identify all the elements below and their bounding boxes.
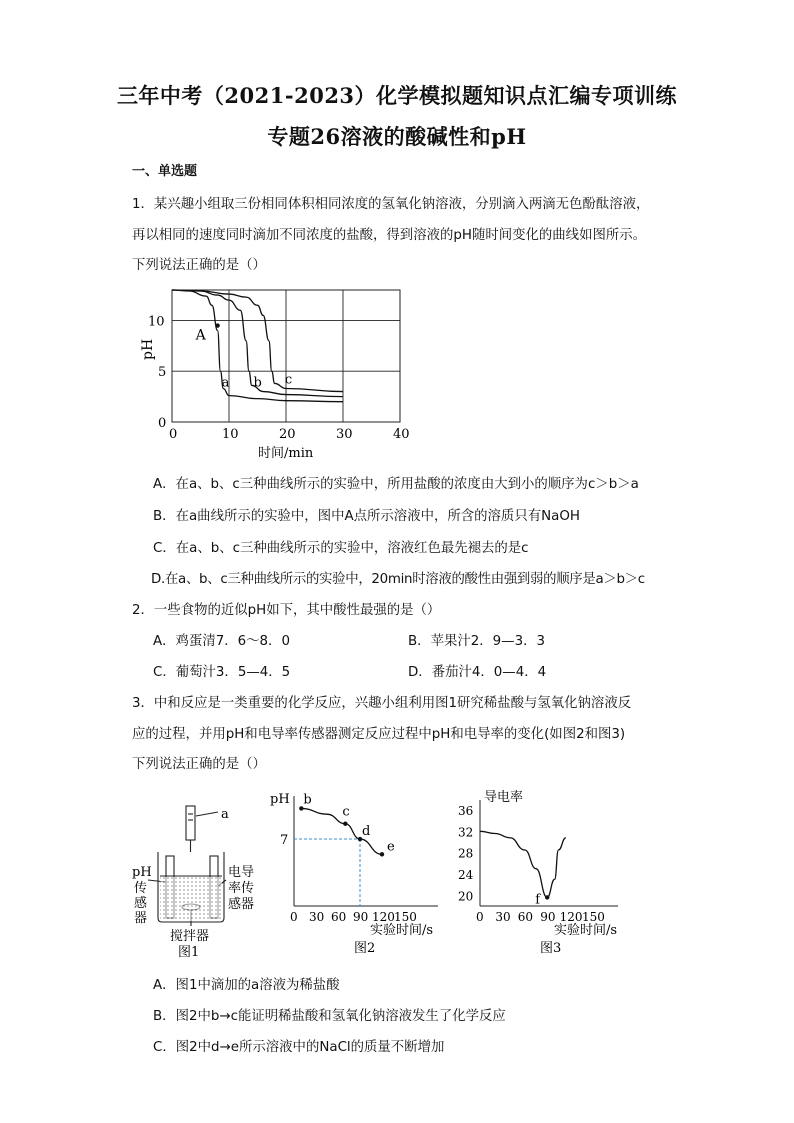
page-subtitle: 专题26溶液的酸碱性和pH	[267, 124, 527, 149]
y-tick-label: 36	[458, 804, 474, 818]
fig3-axes	[480, 800, 618, 906]
fig1-right-label-1: 电导	[228, 865, 255, 880]
x-tick-label: 120	[559, 910, 583, 924]
fig3-caption: 图3	[540, 941, 562, 956]
q2-option-d[interactable]: D．番茄汁4．0—4．4	[408, 665, 547, 680]
page-title: 三年中考（2021-2023）化学模拟题知识点汇编专项训练	[116, 83, 678, 108]
fig1-left-label-4: 器	[134, 911, 148, 926]
x-tick-label: 20	[279, 427, 296, 442]
q3-fig2-ph-chart	[268, 786, 448, 956]
x-tick-label: 90	[353, 910, 369, 924]
q2-option-b[interactable]: B．苹果汁2．9—3．3	[408, 634, 545, 649]
point-A-marker	[215, 323, 219, 327]
fig3-curve	[480, 831, 566, 897]
q3-fig3-conductivity-chart	[450, 786, 630, 956]
q3-option-a[interactable]: A．图1中滴加的a溶液为稀盐酸	[153, 978, 340, 993]
fig2-xlabel: 实验时间/s	[370, 923, 434, 938]
y-tick-label: 28	[458, 846, 474, 861]
fig1-left-label-1: pH	[132, 865, 152, 880]
q1-ph-chart	[130, 282, 420, 462]
y-tick-label: 5	[158, 365, 167, 381]
q3-option-c[interactable]: C．图2中d→e所示溶液中的NaCl的质量不断增加	[153, 1040, 445, 1055]
fig1-stirrer-label: 搅拌器	[170, 929, 210, 944]
curve-label-b: b	[253, 375, 262, 391]
q1-option-c[interactable]: C．在a、b、c三种曲线所示的实验中，溶液红色最先褪去的是c	[153, 541, 529, 556]
fig1-left-label-3: 感	[134, 896, 148, 911]
point-f-marker	[545, 895, 549, 899]
q1-stem-line-3: 下列说法正确的是（）	[132, 258, 266, 273]
point-e-marker	[380, 852, 384, 856]
label-a-leader	[196, 812, 218, 816]
y-tick-label: 24	[458, 868, 474, 882]
curve-label-a: a	[221, 375, 230, 391]
fig2-caption: 图2	[354, 941, 376, 956]
q1-option-d[interactable]: D.在a、b、c三种曲线所示的实验中，20min时溶液的酸性由强到弱的顺序是a＞b＞c	[151, 572, 645, 587]
q1-chart-grid	[172, 290, 400, 422]
fig1-right-label-2: 率传	[228, 881, 255, 896]
q1-stem-line-1: 1．某兴趣小组取三份相同体积相同浓度的氢氧化钠溶液，分别滴入两滴无色酚酞溶液，	[132, 197, 650, 212]
q3-option-b[interactable]: B．图2中b→c能证明稀盐酸和氢氧化钠溶液发生了化学反应	[153, 1009, 506, 1024]
x-tick-label: 0	[169, 427, 178, 442]
q2-option-a[interactable]: A．鸡蛋清7．6～8．0	[153, 634, 290, 649]
q3-stem-line-3: 下列说法正确的是（）	[132, 757, 266, 772]
x-tick-label: 30	[495, 910, 511, 924]
point-A-label: A	[195, 327, 206, 344]
conductivity-curve	[480, 831, 566, 897]
x-tick-label: 60	[331, 910, 347, 924]
fig2-labels	[280, 792, 417, 924]
point-c-label: c	[342, 804, 350, 820]
q3-stem-line-2: 应的过程，并用pH和电导率传感器测定反应过程中pH和电导率的变化(如图2和图3)	[132, 727, 626, 742]
q2-stem: 2．一些食物的近似pH如下，其中酸性最强的是（）	[132, 603, 441, 618]
fig1-left-label-2: 传	[134, 881, 148, 896]
x-tick-label: 30	[309, 910, 325, 924]
q1-chart-labels	[148, 314, 410, 442]
y-tick-label: 10	[148, 314, 165, 330]
fig1-caption: 图1	[178, 945, 200, 960]
section-heading: 一、单选题	[132, 164, 198, 179]
fig2-ylabel: pH	[270, 792, 290, 807]
x-tick-label: 40	[393, 427, 410, 442]
y-tick-label: 20	[458, 889, 474, 904]
x-tick-label: 0	[290, 910, 298, 924]
point-d-label: d	[362, 824, 371, 840]
q1-chart-xlabel: 时间/min	[258, 446, 314, 461]
q1-chart-ylabel: pH	[140, 338, 156, 360]
curve-label-c: c	[284, 372, 293, 388]
y-tick-label: 32	[458, 825, 474, 840]
x-tick-label: 150	[394, 910, 417, 924]
y-tick-label: 7	[280, 833, 289, 849]
q2-option-c[interactable]: C．葡萄汁3．5—4．5	[153, 665, 291, 680]
q1-stem-line-2: 再以相同的速度同时滴加不同浓度的盐酸，得到溶液的pH随时间变化的曲线如图所示。	[132, 228, 647, 243]
x-tick-label: 150	[582, 910, 605, 924]
fig1-right-label-3: 感器	[228, 897, 255, 912]
x-tick-label: 10	[222, 427, 239, 442]
dropper-tube	[186, 806, 195, 840]
fig3-ylabel: 导电率	[484, 790, 524, 805]
q1-option-a[interactable]: A．在a、b、c三种曲线所示的实验中，所用盐酸的浓度由大到小的顺序为c＞b＞a	[153, 477, 639, 492]
x-tick-label: 0	[476, 910, 484, 924]
q3-stem-line-1: 3．中和反应是一类重要的化学反应，兴趣小组利用图1研究稀盐酸与氢氧化钠溶液反	[132, 696, 632, 711]
fig3-xlabel: 实验时间/s	[554, 923, 618, 938]
point-b-label: b	[303, 792, 312, 808]
fig1-label-a: a	[221, 807, 229, 822]
x-tick-label: 30	[336, 427, 353, 442]
point-e-label: e	[387, 839, 395, 855]
y-tick-label: 0	[158, 416, 167, 431]
x-tick-label: 120	[372, 910, 395, 924]
point-f-label: f	[535, 892, 541, 908]
x-tick-label: 60	[517, 910, 534, 924]
x-tick-label: 90	[540, 910, 556, 924]
point-c-marker	[343, 822, 347, 826]
q3-fig1-apparatus	[130, 800, 270, 960]
q1-option-b[interactable]: B．在a曲线所示的实验中，图中A点所示溶液中，所含的溶质只有NaOH	[153, 509, 580, 524]
